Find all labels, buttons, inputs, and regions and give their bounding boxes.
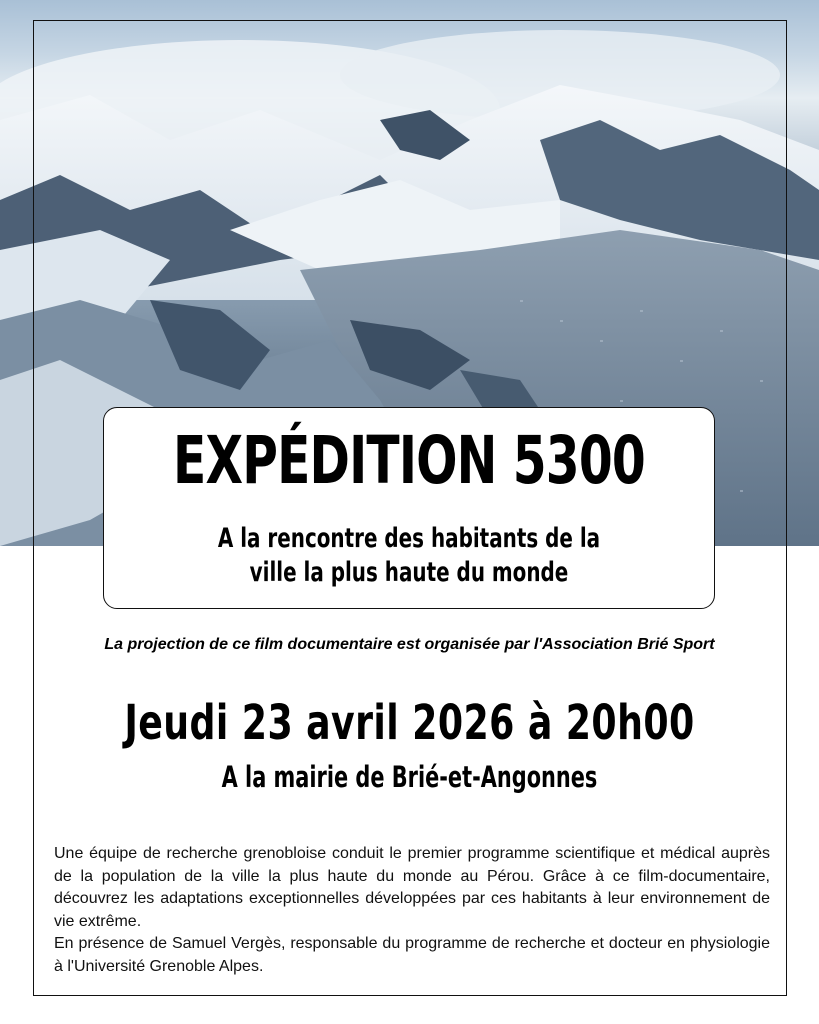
description-paragraph-1: Une équipe de recherche grenobloise conduit le premier programme scientifique et médical auprès de la population de la ville la plus haute du monde au Pérou. Grâce à ce film-documentaire, découvrez les adaptations exceptionnelles développées par ces habitants à leur environnement de vie extrême. <box>54 845 770 930</box>
organizer-note: La projection de ce film documentaire est organisée par l'Association Brié Sport <box>104 636 715 653</box>
event-place: A la mairie de Brié-et-Angonnes <box>221 760 598 794</box>
poster-subtitle <box>159 522 659 590</box>
title-card <box>103 407 715 609</box>
subtitle-line-1: A la rencontre des habitants de la <box>217 523 601 554</box>
description-paragraph-2: En présence de Samuel Vergès, responsable du programme de recherche et docteur en physiologie à l'Université Grenoble Alpes. <box>54 935 770 975</box>
event-description <box>54 843 770 978</box>
event-date: Jeudi 23 avril 2026 à 20h00 <box>124 695 695 751</box>
subtitle-line-2: ville la plus haute du monde <box>249 557 569 588</box>
poster-title: EXPÉDITION 5300 <box>173 422 645 499</box>
